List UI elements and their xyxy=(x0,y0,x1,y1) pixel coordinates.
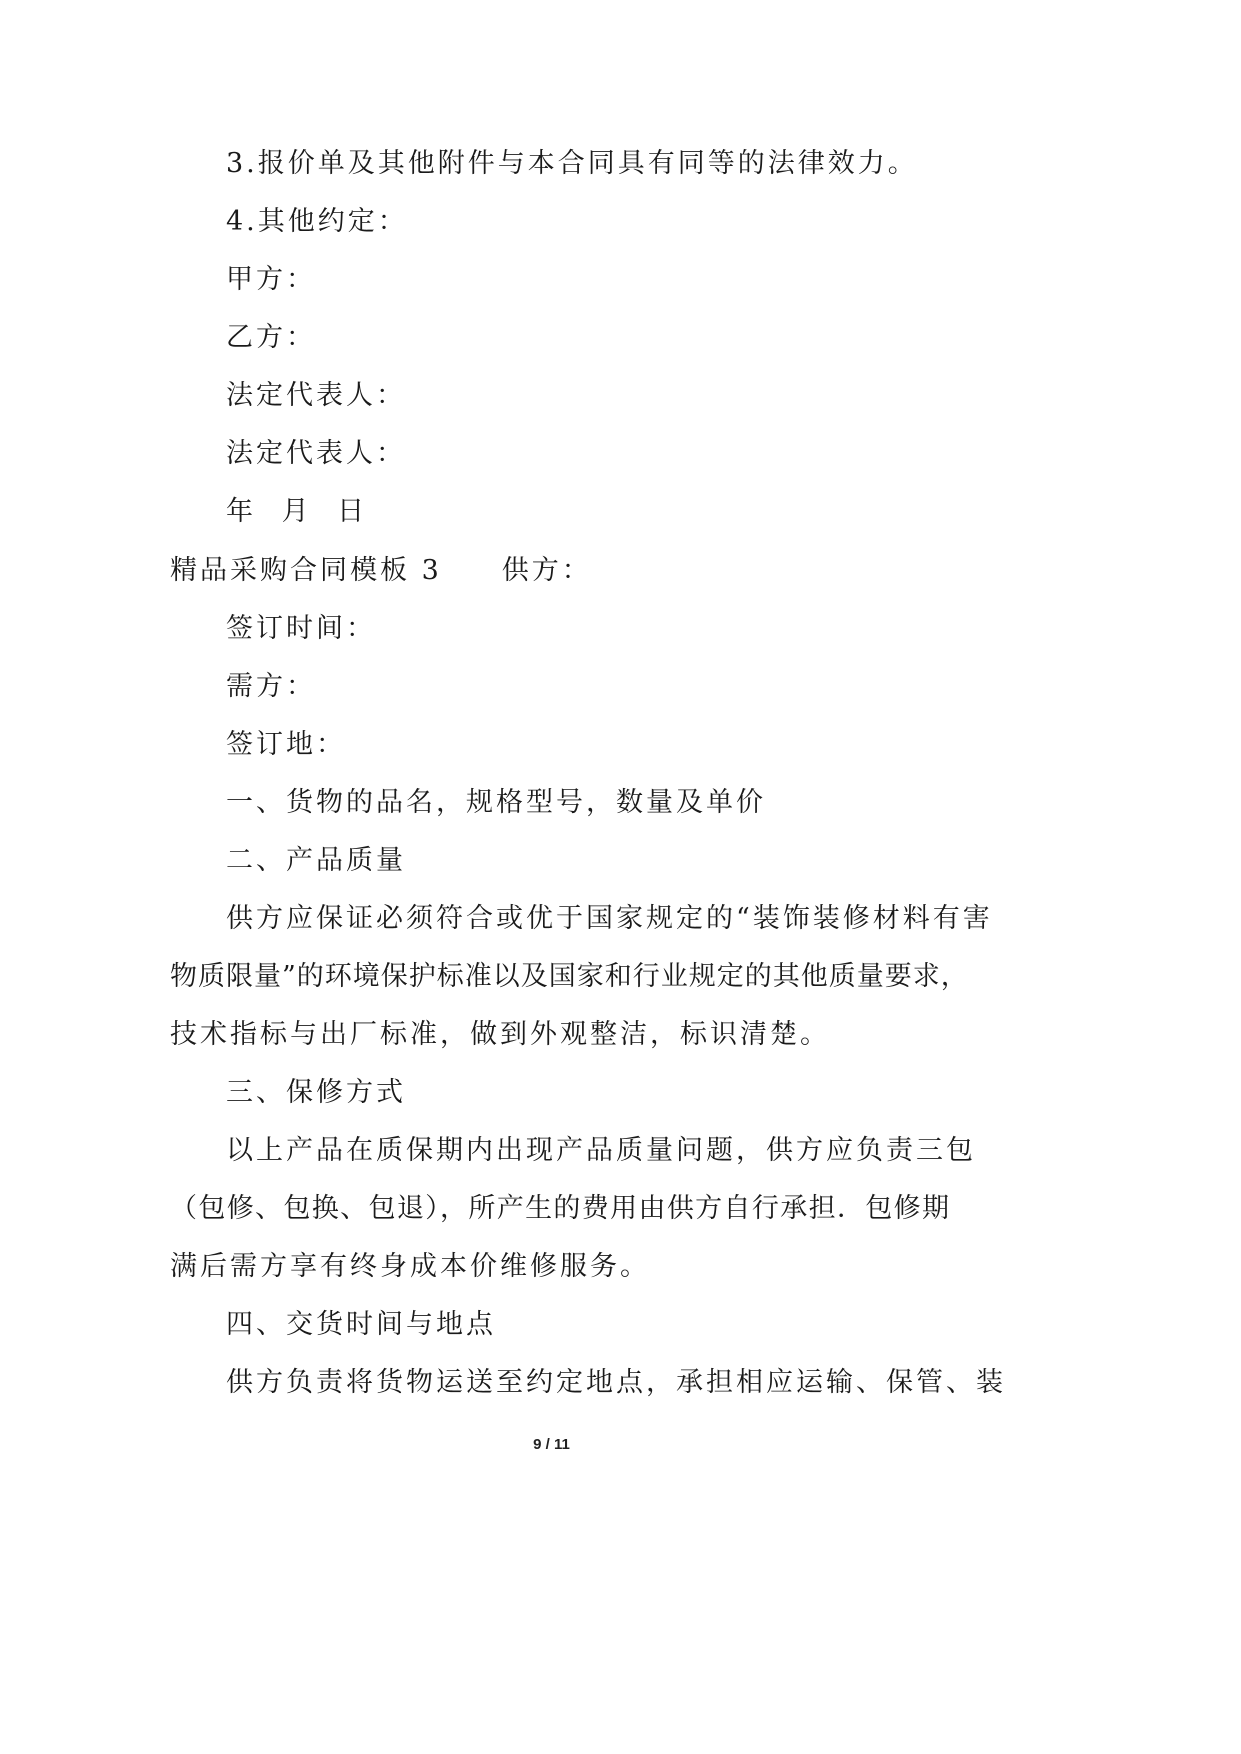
warranty-paragraph-line-2: （包修、包换、包退），所产生的费用由供方自行承担．包修期 xyxy=(170,1193,950,1224)
date-line: 年 月 日 xyxy=(226,496,368,527)
delivery-paragraph-line-1: 供方负责将货物运送至约定地点，承担相应运输、保管、装 xyxy=(226,1367,1006,1398)
quality-paragraph-line-2: 物质限量”的环境保护标准以及国家和行业规定的其他质量要求， xyxy=(170,961,969,992)
section-1-heading: 一、货物的品名，规格型号，数量及单价 xyxy=(226,787,766,818)
page-number: 9 / 11 xyxy=(533,1436,570,1453)
section-4-heading: 四、交货时间与地点 xyxy=(226,1309,496,1340)
party-b-label: 乙方： xyxy=(226,322,316,353)
clause-3-text: 3.报价单及其他附件与本合同具有同等的法律效力。 xyxy=(226,148,918,179)
contract-title-line: 精品采购合同模板 3 供方： xyxy=(170,555,592,586)
section-2-heading: 二、产品质量 xyxy=(226,845,406,876)
warranty-paragraph-line-1: 以上产品在质保期内出现产品质量问题，供方应负责三包 xyxy=(226,1135,976,1166)
legal-rep-a-label: 法定代表人： xyxy=(226,380,406,411)
quality-paragraph-line-1: 供方应保证必须符合或优于国家规定的“装饰装修材料有害 xyxy=(226,903,993,934)
signing-place-label: 签订地： xyxy=(226,729,346,760)
legal-rep-b-label: 法定代表人： xyxy=(226,438,406,469)
buyer-label: 需方： xyxy=(226,671,316,702)
quality-paragraph-line-3: 技术指标与出厂标准，做到外观整洁，标识清楚。 xyxy=(170,1019,830,1050)
clause-4-text: 4.其他约定： xyxy=(226,206,408,237)
section-3-heading: 三、保修方式 xyxy=(226,1077,406,1108)
warranty-paragraph-line-3: 满后需方享有终身成本价维修服务。 xyxy=(170,1251,650,1282)
party-a-label: 甲方： xyxy=(226,264,316,295)
signing-time-label: 签订时间： xyxy=(226,613,376,644)
